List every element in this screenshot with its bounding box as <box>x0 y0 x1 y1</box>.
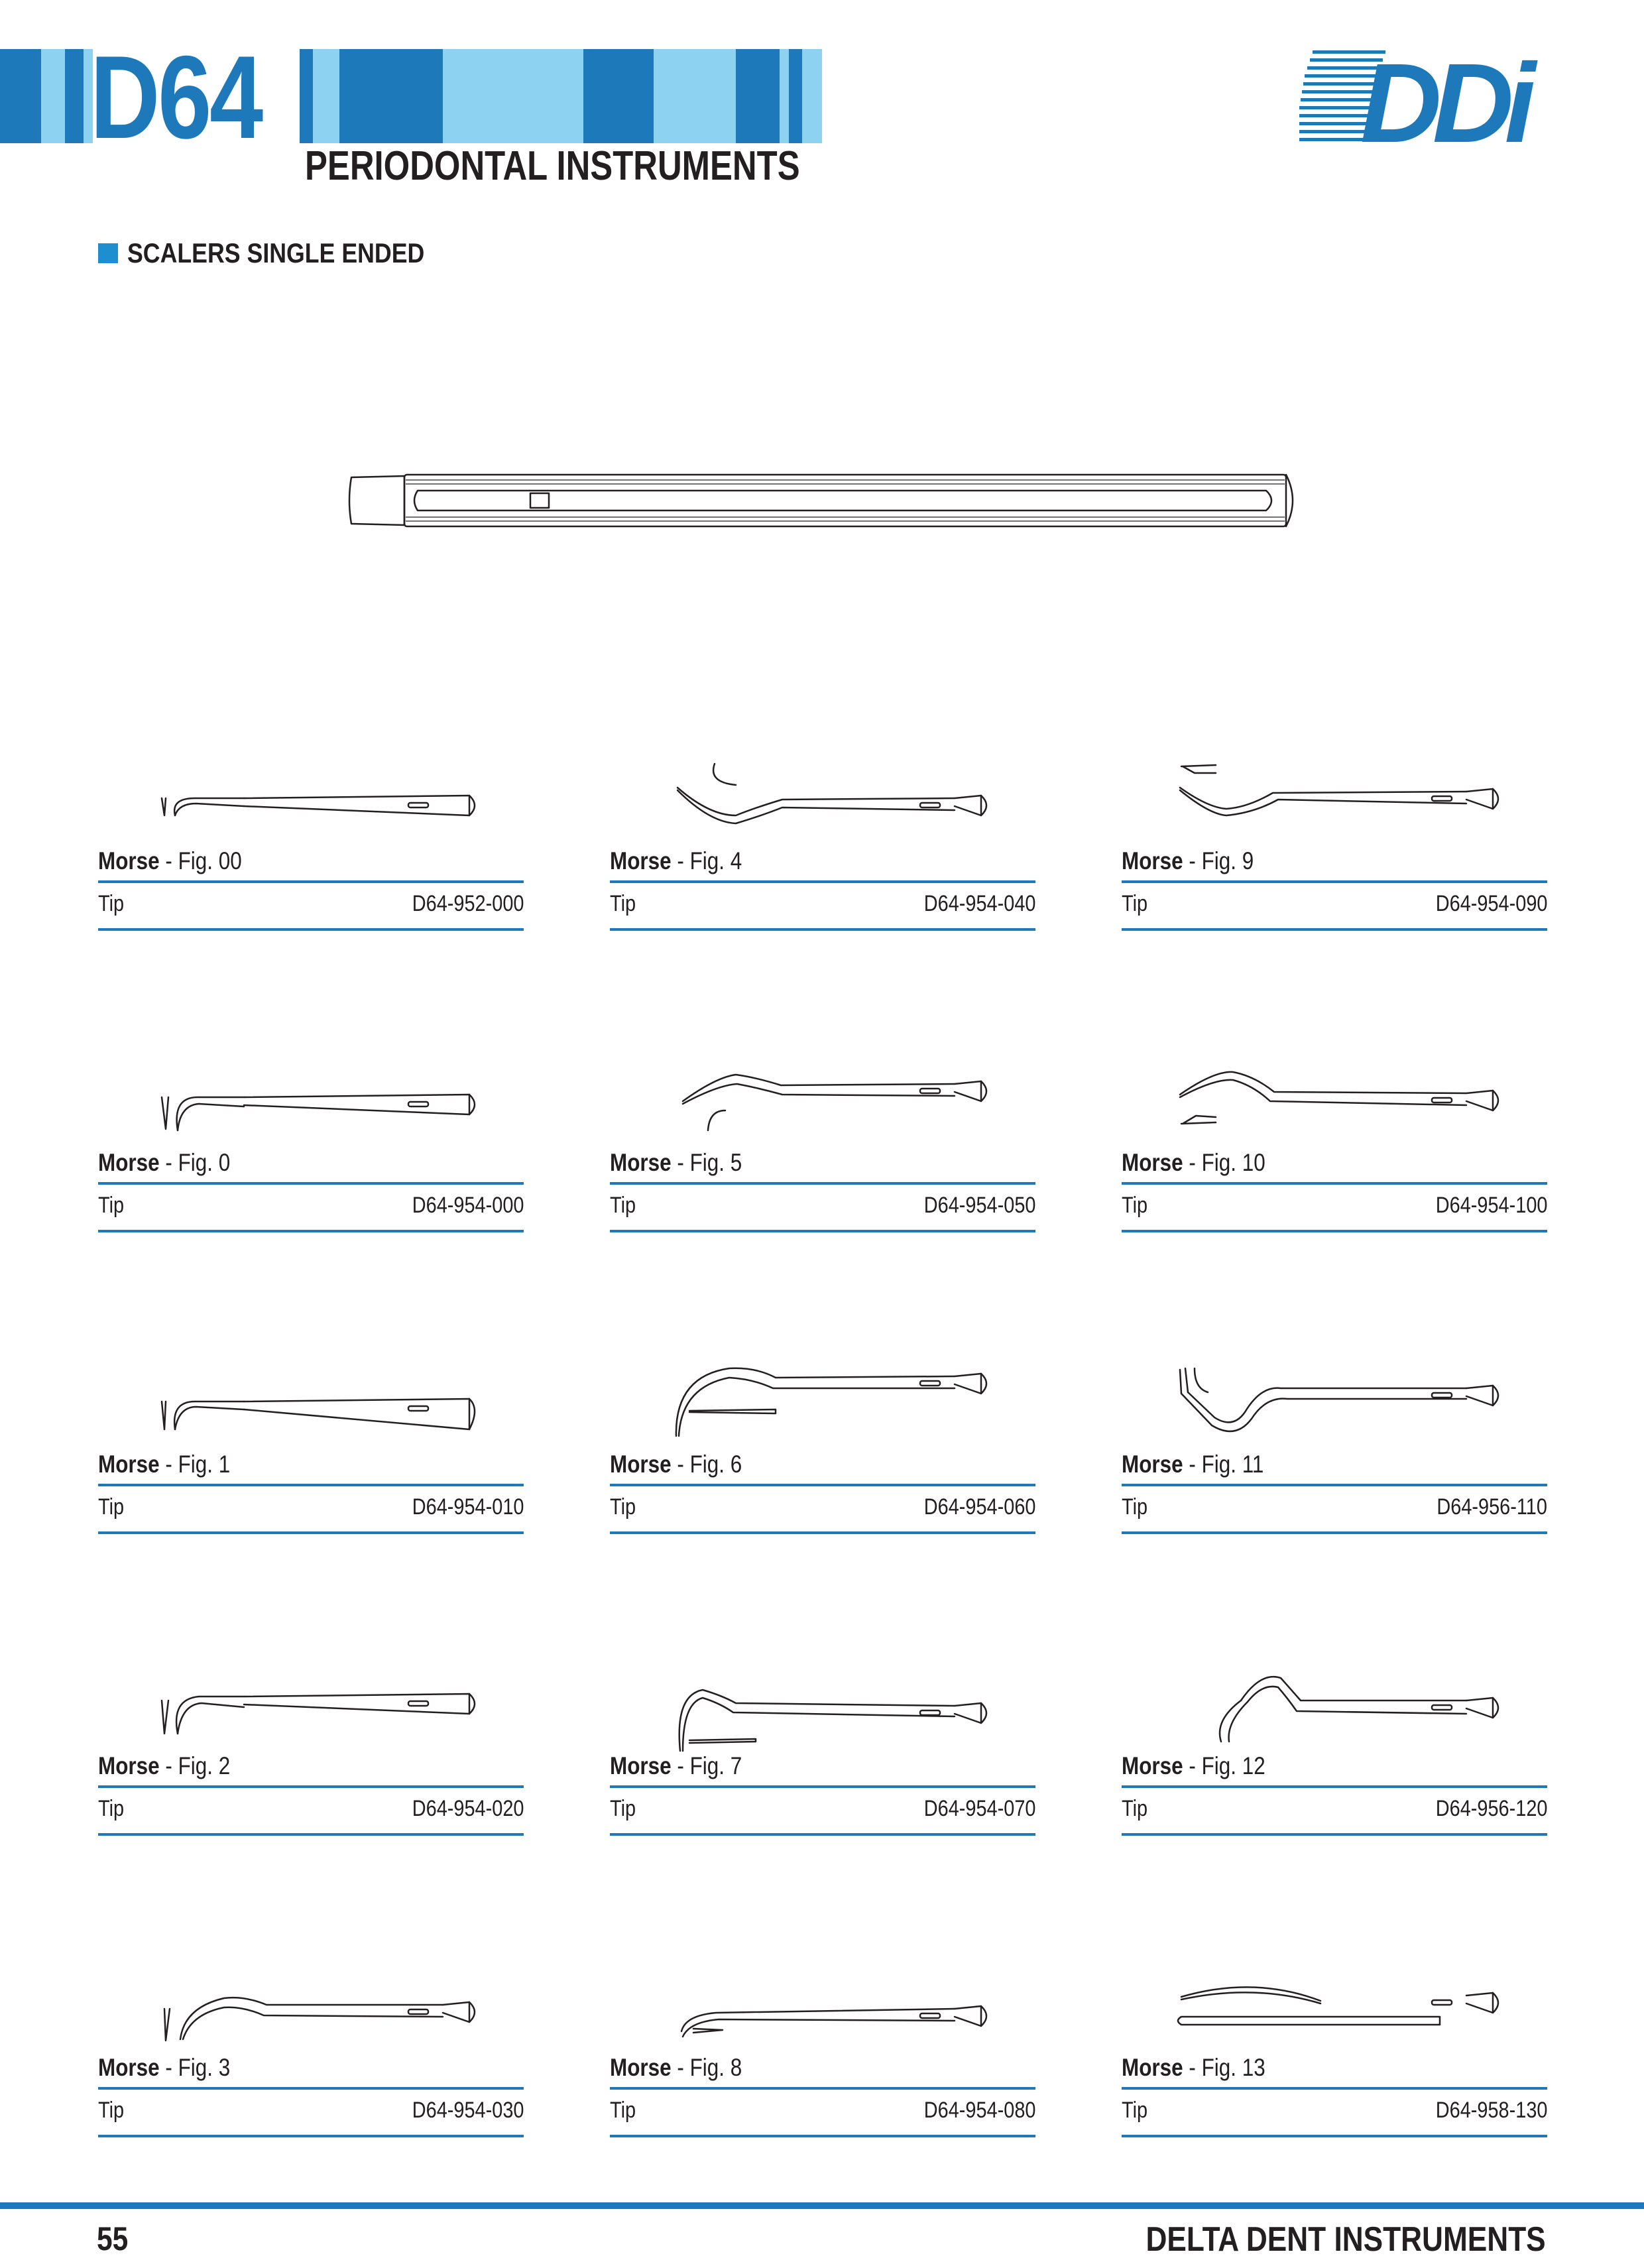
tip-label: Tip <box>1122 1494 1148 1520</box>
instrument-illustration <box>636 1634 1021 1754</box>
sku-code: D64-954-000 <box>412 1193 524 1218</box>
page-subtitle: PERIODONTAL INSTRUMENTS <box>305 143 800 189</box>
product-model: Morse <box>98 2054 160 2081</box>
instrument-illustration <box>125 1936 509 2055</box>
product-figure: - Fig. 10 <box>1183 1149 1265 1176</box>
product-name <box>610 2054 742 2082</box>
product-name <box>610 847 742 875</box>
instrument-illustration <box>636 1936 1021 2055</box>
product-name <box>98 1752 230 1780</box>
product-figure: - Fig. 11 <box>1183 1451 1264 1478</box>
page-number: 55 <box>97 2220 129 2257</box>
divider <box>610 1230 1035 1232</box>
product-name <box>610 1149 742 1177</box>
divider <box>1122 1230 1547 1232</box>
product-model: Morse <box>610 1149 672 1176</box>
divider <box>1122 928 1547 931</box>
product-figure: - Fig. 0 <box>159 1149 231 1176</box>
instrument-illustration <box>636 1333 1021 1452</box>
sku-code: D64-956-110 <box>1437 1494 1547 1520</box>
product-figure: - Fig. 8 <box>671 2054 742 2081</box>
sku-row <box>610 888 1035 922</box>
product-name <box>98 2054 230 2082</box>
product-model: Morse <box>610 1451 672 1478</box>
footer-rule <box>0 2202 1644 2209</box>
divider <box>1122 1785 1547 1788</box>
product-model: Morse <box>610 2054 672 2081</box>
product-name <box>1122 1752 1265 1780</box>
product-model: Morse <box>98 847 160 874</box>
tip-label: Tip <box>98 1193 125 1218</box>
svg-text:DDi: DDi <box>1360 44 1527 150</box>
sku-row <box>1122 888 1547 922</box>
sku-code: D64-954-010 <box>412 1494 524 1520</box>
product-card <box>1122 1634 1547 1826</box>
divider <box>610 928 1035 931</box>
divider <box>610 2087 1035 2090</box>
divider <box>610 1785 1035 1788</box>
product-model: Morse <box>98 1752 160 1779</box>
product-model: Morse <box>1122 1752 1183 1779</box>
divider <box>98 1484 524 1486</box>
product-figure: - Fig. 6 <box>671 1451 742 1478</box>
sku-code: D64-954-100 <box>1435 1193 1547 1218</box>
footer-brand: DELTA DENT INSTRUMENTS <box>1145 2220 1546 2259</box>
product-name <box>1122 1149 1265 1177</box>
product-name <box>98 847 242 875</box>
instrument-illustration <box>1148 1634 1533 1754</box>
divider <box>610 1484 1035 1486</box>
product-card <box>610 1031 1035 1223</box>
sku-code: D64-958-130 <box>1435 2098 1547 2123</box>
divider <box>610 1833 1035 1836</box>
tip-label: Tip <box>1122 1193 1148 1218</box>
sku-row <box>610 1793 1035 1826</box>
product-card <box>610 1634 1035 1826</box>
product-name <box>1122 1451 1263 1478</box>
product-figure: - Fig. 3 <box>159 2054 231 2081</box>
sku-row <box>98 2095 524 2128</box>
catalog-code: D64 <box>90 31 261 163</box>
section-bullet-icon <box>98 243 118 263</box>
sku-row <box>1122 1190 1547 1223</box>
section-title: SCALERS SINGLE ENDED <box>127 237 425 269</box>
instrument-illustration <box>1148 1936 1533 2055</box>
tip-label: Tip <box>610 1193 636 1218</box>
product-card <box>98 1031 524 1223</box>
instrument-illustration <box>636 1031 1021 1150</box>
divider <box>98 928 524 931</box>
product-model: Morse <box>610 847 672 874</box>
divider <box>1122 2087 1547 2090</box>
product-card <box>1122 729 1547 922</box>
instrument-illustration <box>125 729 509 849</box>
product-name <box>1122 847 1254 875</box>
divider <box>610 1531 1035 1534</box>
product-name <box>98 1149 230 1177</box>
divider <box>1122 1182 1547 1185</box>
product-card <box>98 1333 524 1525</box>
divider <box>610 1182 1035 1185</box>
sku-code: D64-954-030 <box>412 2098 524 2123</box>
divider <box>98 880 524 883</box>
product-name <box>610 1451 742 1478</box>
product-model: Morse <box>1122 1149 1183 1176</box>
product-card <box>1122 1333 1547 1525</box>
divider <box>1122 880 1547 883</box>
sku-row <box>1122 1793 1547 1826</box>
sku-row <box>610 2095 1035 2128</box>
product-figure: - Fig. 1 <box>159 1451 231 1478</box>
product-figure: - Fig. 5 <box>671 1149 742 1176</box>
divider <box>98 2135 524 2137</box>
sku-code: D64-954-040 <box>923 891 1035 916</box>
product-model: Morse <box>610 1752 672 1779</box>
product-name <box>610 1752 742 1780</box>
divider <box>98 1531 524 1534</box>
instrument-illustration <box>125 1031 509 1150</box>
tip-label: Tip <box>98 891 125 916</box>
sku-row <box>98 1492 524 1525</box>
sku-row <box>98 1190 524 1223</box>
sku-row <box>1122 1492 1547 1525</box>
instrument-illustration <box>1148 1333 1533 1452</box>
instrument-illustration <box>125 1333 509 1452</box>
sku-code: D64-956-120 <box>1435 1796 1547 1821</box>
instrument-illustration <box>636 729 1021 849</box>
sku-row <box>98 1793 524 1826</box>
divider <box>98 1182 524 1185</box>
tip-label: Tip <box>610 1796 636 1821</box>
section-heading <box>98 237 477 269</box>
tip-label: Tip <box>1122 1796 1148 1821</box>
sku-code: D64-954-070 <box>923 1796 1035 1821</box>
product-model: Morse <box>1122 847 1183 874</box>
instrument-illustration <box>125 1634 509 1754</box>
instrument-illustration <box>1148 729 1533 849</box>
product-card <box>98 1634 524 1826</box>
divider <box>98 1785 524 1788</box>
divider <box>98 1230 524 1232</box>
tip-label: Tip <box>610 2098 636 2123</box>
product-figure: - Fig. 9 <box>1183 847 1254 874</box>
product-figure: - Fig. 7 <box>671 1752 742 1779</box>
product-model: Morse <box>98 1149 160 1176</box>
product-card <box>98 1936 524 2128</box>
product-card <box>98 729 524 922</box>
divider <box>98 1833 524 1836</box>
sku-row <box>98 888 524 922</box>
product-name <box>1122 2054 1265 2082</box>
sku-code: D64-954-060 <box>923 1494 1035 1520</box>
divider <box>610 880 1035 883</box>
product-card <box>610 1333 1035 1525</box>
divider <box>98 2087 524 2090</box>
ddi-logo <box>1299 44 1551 150</box>
sku-row <box>610 1492 1035 1525</box>
product-figure: - Fig. 13 <box>1183 2054 1265 2081</box>
product-model: Morse <box>1122 2054 1183 2081</box>
product-card <box>1122 1031 1547 1223</box>
sku-code: D64-954-090 <box>1435 891 1547 916</box>
tip-label: Tip <box>98 1494 125 1520</box>
divider <box>1122 2135 1547 2137</box>
tip-label: Tip <box>1122 891 1148 916</box>
divider <box>1122 1833 1547 1836</box>
sku-code: D64-952-000 <box>412 891 524 916</box>
divider <box>610 2135 1035 2137</box>
product-card <box>610 729 1035 922</box>
tip-label: Tip <box>610 1494 636 1520</box>
sku-code: D64-954-050 <box>923 1193 1035 1218</box>
product-figure: - Fig. 2 <box>159 1752 231 1779</box>
tip-label: Tip <box>98 1796 125 1821</box>
product-model: Morse <box>98 1451 160 1478</box>
tip-label: Tip <box>610 891 636 916</box>
divider <box>1122 1484 1547 1486</box>
instrument-illustration <box>1148 1031 1533 1150</box>
product-figure: - Fig. 4 <box>671 847 742 874</box>
divider <box>1122 1531 1547 1534</box>
product-figure: - Fig. 00 <box>159 847 242 874</box>
instrument-handle-illustration <box>345 464 1299 537</box>
product-figure: - Fig. 12 <box>1183 1752 1265 1779</box>
sku-row <box>1122 2095 1547 2128</box>
product-name <box>98 1451 230 1478</box>
product-model: Morse <box>1122 1451 1183 1478</box>
sku-code: D64-954-080 <box>923 2098 1035 2123</box>
sku-row <box>610 1190 1035 1223</box>
sku-code: D64-954-020 <box>412 1796 524 1821</box>
tip-label: Tip <box>98 2098 125 2123</box>
product-card <box>610 1936 1035 2128</box>
tip-label: Tip <box>1122 2098 1148 2123</box>
product-card <box>1122 1936 1547 2128</box>
